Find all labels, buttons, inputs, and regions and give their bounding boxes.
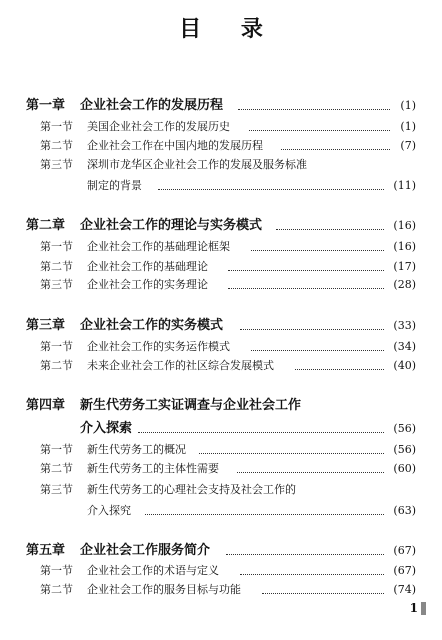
page-ref: (1) <box>400 120 416 133</box>
page-ref: (16) <box>393 219 416 232</box>
toc-section[interactable] <box>0 459 442 479</box>
section-label: 第二节 <box>40 462 73 475</box>
leader-dots <box>158 189 384 190</box>
leader-dots <box>295 369 384 370</box>
toc-section[interactable] <box>0 237 442 257</box>
toc-chapter-1[interactable] <box>0 96 442 116</box>
toc-section[interactable] <box>0 117 442 137</box>
toc-section[interactable] <box>0 257 442 277</box>
section-title-cont: 制定的背景 <box>87 179 142 192</box>
section-title: 企业社会工作的术语与定义 <box>87 564 219 577</box>
section-title: 企业社会工作的基础理论 <box>87 260 208 273</box>
toc-title: 目 录 <box>179 16 279 42</box>
section-label: 第一节 <box>40 240 73 253</box>
chapter-label: 第四章 <box>26 398 66 413</box>
leader-dots <box>251 350 384 351</box>
chapter-label: 第二章 <box>26 218 66 233</box>
page-ref: (40) <box>393 359 416 372</box>
section-title-cont: 介入探究 <box>87 504 131 517</box>
page-ref: (33) <box>393 319 416 332</box>
chapter-label: 第三章 <box>26 318 66 333</box>
leader-dots <box>251 250 384 251</box>
toc-section[interactable] <box>0 440 442 460</box>
chapter-title: 企业社会工作的发展历程 <box>80 98 224 113</box>
section-title: 企业社会工作的实务运作模式 <box>87 340 230 353</box>
toc-section-continuation[interactable] <box>0 176 442 196</box>
section-title: 未来企业社会工作的社区综合发展模式 <box>87 359 274 372</box>
section-label: 第二节 <box>40 139 73 152</box>
chapter-title-cont: 介入探索 <box>80 421 133 436</box>
page-ref: (17) <box>393 260 416 273</box>
page-ref: (7) <box>400 139 416 152</box>
leader-dots <box>262 593 384 594</box>
leader-dots <box>138 432 384 433</box>
section-label: 第二节 <box>40 359 73 372</box>
section-title: 企业社会工作的基础理论框架 <box>87 240 230 253</box>
toc-chapter-3[interactable] <box>0 316 442 336</box>
page-ref: (67) <box>393 544 416 557</box>
toc-section[interactable] <box>0 337 442 357</box>
toc-section[interactable] <box>0 356 442 376</box>
section-label: 第三节 <box>40 483 73 496</box>
toc-chapter-2[interactable] <box>0 216 442 236</box>
toc-section[interactable] <box>0 136 442 156</box>
leader-dots <box>240 329 384 330</box>
section-label: 第三节 <box>40 158 73 171</box>
chapter-title: 企业社会工作服务简介 <box>80 543 211 558</box>
section-label: 第一节 <box>40 340 73 353</box>
section-title: 新生代劳务工的主体性需要 <box>87 462 219 475</box>
page-number: 1 <box>409 601 418 615</box>
page-ref: (67) <box>393 564 416 577</box>
section-title: 企业社会工作的服务目标与功能 <box>87 583 241 596</box>
leader-dots <box>276 229 384 230</box>
toc-section[interactable] <box>0 155 442 175</box>
section-title: 深圳市龙华区企业社会工作的发展及服务标准 <box>87 158 307 171</box>
chapter-label: 第五章 <box>26 543 66 558</box>
section-label: 第二节 <box>40 583 73 596</box>
leader-dots <box>238 109 390 110</box>
leader-dots <box>226 554 384 555</box>
section-label: 第一节 <box>40 443 73 456</box>
section-title: 新生代劳务工的概况 <box>87 443 186 456</box>
toc-section[interactable] <box>0 561 442 581</box>
section-label: 第二节 <box>40 260 73 273</box>
toc-section[interactable] <box>0 580 442 600</box>
page-ref: (11) <box>393 179 416 192</box>
page-ref: (28) <box>393 278 416 291</box>
leader-dots <box>249 130 390 131</box>
section-label: 第一节 <box>40 564 73 577</box>
chapter-label: 第一章 <box>26 98 66 113</box>
chapter-title: 新生代劳务工实证调查与企业社会工作 <box>80 398 302 413</box>
leader-dots <box>145 514 384 515</box>
page-ref: (74) <box>393 583 416 596</box>
leader-dots <box>228 270 384 271</box>
page-ref: (1) <box>400 99 416 112</box>
toc-section-continuation[interactable] <box>0 501 442 521</box>
section-title: 企业社会工作的实务理论 <box>87 278 208 291</box>
leader-dots <box>199 453 384 454</box>
section-label: 第一节 <box>40 120 73 133</box>
chapter-title: 企业社会工作的理论与实务模式 <box>80 218 263 233</box>
section-label: 第三节 <box>40 278 73 291</box>
page-ref: (56) <box>393 443 416 456</box>
chapter-title: 企业社会工作的实务模式 <box>80 318 224 333</box>
leader-dots <box>237 472 384 473</box>
toc-chapter-4[interactable] <box>0 396 442 416</box>
page-ref: (16) <box>393 240 416 253</box>
page-edge-marker <box>421 602 426 615</box>
page-ref: (60) <box>393 462 416 475</box>
page-ref: (34) <box>393 340 416 353</box>
toc-section[interactable] <box>0 480 442 500</box>
section-title: 新生代劳务工的心理社会支持及社会工作的 <box>87 483 296 496</box>
leader-dots <box>228 288 384 289</box>
leader-dots <box>240 574 384 575</box>
section-title: 美国企业社会工作的发展历史 <box>87 120 230 133</box>
leader-dots <box>281 149 390 150</box>
page-ref: (63) <box>393 504 416 517</box>
toc-section[interactable] <box>0 275 442 295</box>
toc-chapter-5[interactable] <box>0 541 442 561</box>
section-title: 企业社会工作在中国内地的发展历程 <box>87 139 263 152</box>
toc-chapter-4-continuation[interactable] <box>0 419 442 439</box>
page-ref: (56) <box>393 422 416 435</box>
